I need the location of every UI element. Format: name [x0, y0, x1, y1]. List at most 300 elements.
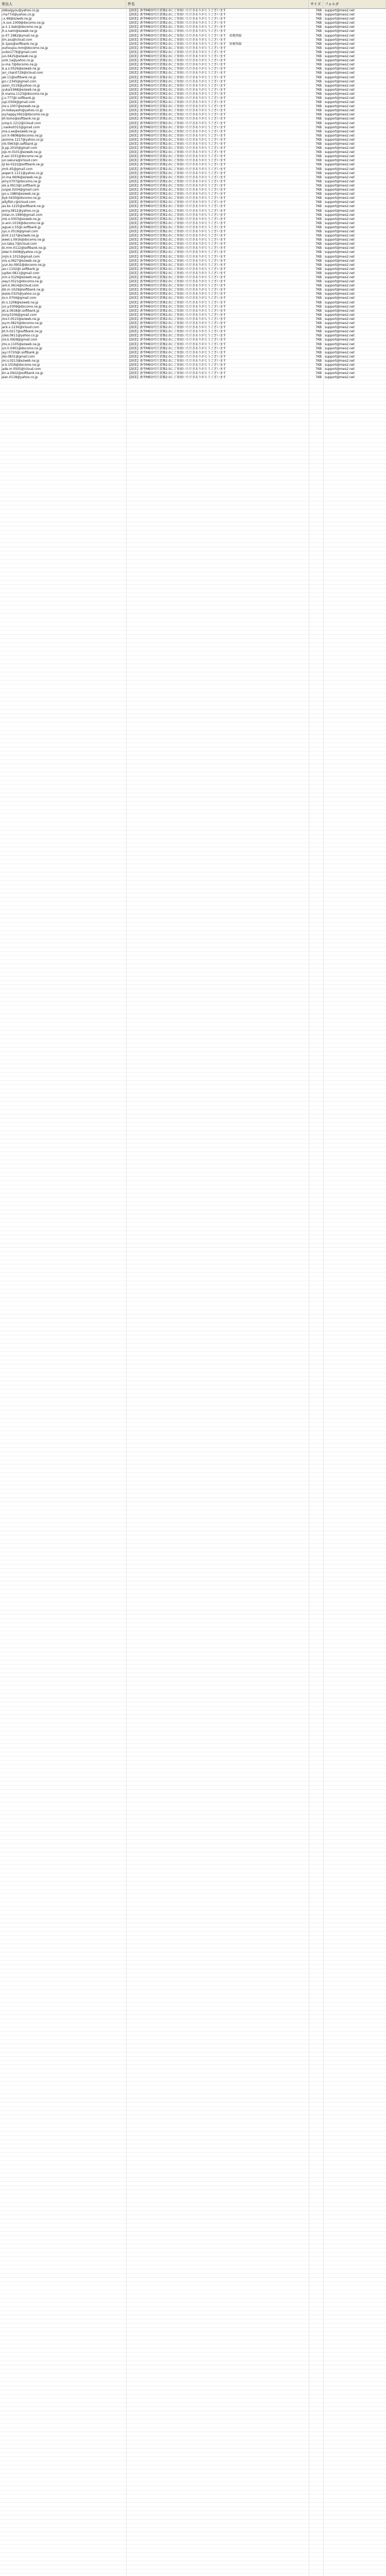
sender-cell: jintan.m.1990@gmail.com	[2, 213, 43, 217]
size-cell: 7KB	[315, 121, 322, 125]
folder-cell: support@meo2.net	[325, 96, 355, 100]
size-cell: 7KB	[315, 167, 322, 171]
subject-cell: 【副業】新型MEO代行業務2.0にご参加いただきありがとうございます	[128, 179, 226, 183]
table-row[interactable]	[0, 259, 386, 263]
sender-cell: jun.sakura@icloud.com	[2, 159, 38, 163]
sender-cell: jas.ko-1225@softbank.ne.jp	[2, 205, 45, 209]
subject-cell: 【副業】新型MEO代行業務2.0にご参加いただきありがとうございます	[128, 17, 226, 21]
size-cell: 7KB	[315, 221, 322, 225]
size-cell: 7KB	[315, 42, 322, 46]
subject-cell: 【副業】新型MEO代行業務2.0にご参加いただきありがとうございます	[128, 150, 226, 155]
size-cell: 7KB	[315, 271, 322, 275]
sender-cell: jewel.s.0916@docomo.ne.jp	[2, 238, 45, 242]
column-header	[0, 0, 386, 9]
subject-cell: 【副業】新型MEO代行業務2.0にご参加いただきありがとうございます	[128, 217, 226, 221]
folder-cell: support@meo2.net	[325, 150, 355, 155]
sender-cell: jouhoujou-mm@docomo.ne.jp	[2, 46, 48, 50]
sender-cell: jasper.k.1111@yahoo.co.jp	[2, 171, 43, 175]
subject-cell: 【副業】新型MEO代行業務2.0にご参加いただきありがとうございます	[128, 117, 226, 121]
subject-cell: 【副業】新型MEO代行業務2.0にご参加いただきありがとうございます	[128, 167, 226, 171]
table-row[interactable]	[0, 21, 386, 25]
table-row[interactable]	[0, 100, 386, 105]
size-cell: 7KB	[315, 342, 322, 346]
subject-cell: 【副業】新型MEO代行業務2.0にご参加いただきありがとうございます	[128, 13, 226, 17]
sender-cell: jj.o.777@i.softbank.jp	[2, 96, 36, 100]
table-row[interactable]	[0, 29, 386, 33]
size-cell: 7KB	[315, 350, 322, 354]
size-cell: 7KB	[315, 117, 322, 121]
folder-cell: support@meo2.net	[325, 363, 355, 367]
sender-cell: jinjin.k.1015@gmail.com	[2, 255, 40, 259]
subject-cell: 【副業】新型MEO代行業務2.0にご参加いただきありがとうございます	[128, 67, 226, 71]
table-row[interactable]	[0, 371, 386, 376]
table-row[interactable]	[0, 163, 386, 167]
table-row[interactable]	[0, 172, 386, 176]
subject-cell: 【副業】新型MEO代行業務2.0にご参加いただきありがとうございます	[128, 346, 226, 350]
table-row[interactable]	[0, 34, 386, 38]
size-cell: 7KB	[315, 334, 322, 338]
sender-cell: jack.s.1230@icloud.com	[2, 326, 39, 330]
sender-cell: jkr.s.1208@ezweb.ne.jp	[2, 300, 39, 304]
folder-cell: support@meo2.net	[325, 67, 355, 71]
table-row[interactable]	[0, 321, 386, 326]
size-cell: 7KB	[315, 250, 322, 255]
table-row[interactable]	[0, 267, 386, 272]
sender-cell: jobkaigyou@yahoo.co.jp	[2, 9, 40, 12]
table-row[interactable]	[0, 71, 386, 75]
table-row[interactable]	[0, 205, 386, 209]
size-cell: 7KB	[315, 200, 322, 205]
subject-cell: 【副業】新型MEO代行業務2.0にご参加いただきありがとうございます	[128, 88, 226, 92]
sender-cell: jma.s.ee@ezweb.ne.jp	[2, 129, 37, 133]
folder-cell: support@meo2.net	[325, 9, 355, 12]
table-row[interactable]	[0, 142, 386, 146]
size-cell: 7KB	[315, 50, 322, 54]
table-row[interactable]	[0, 63, 386, 67]
table-row[interactable]	[0, 288, 386, 292]
table-row[interactable]	[0, 255, 386, 259]
table-row[interactable]	[0, 305, 386, 309]
subject-cell: 【副業】新型MEO代行業務2.0にご参加いただきありがとうございます 重複登録	[128, 42, 242, 46]
table-row[interactable]	[0, 284, 386, 288]
size-cell: 7KB	[315, 242, 322, 246]
size-cell: 7KB	[315, 150, 322, 155]
sender-cell: jkt.h-0217@softbank.ne.jp	[2, 330, 43, 334]
folder-cell: support@meo2.net	[325, 109, 355, 113]
table-row[interactable]	[0, 213, 386, 217]
size-cell: 7KB	[315, 213, 322, 217]
sender-cell: jiyu.n.0519@gmail.com	[2, 229, 38, 233]
size-cell: 7KB	[315, 129, 322, 133]
sender-cell: jun.taka.7@icloud.com	[2, 242, 37, 246]
size-cell: 7KB	[315, 359, 322, 363]
size-cell: 7KB	[315, 67, 322, 71]
subject-cell: 【副業】新型MEO代行業務2.0にご参加いただきありがとうございます	[128, 209, 226, 213]
subject-cell: 【副業】新型MEO代行業務2.0にご参加いただきありがとうございます	[128, 129, 226, 133]
table-row[interactable]	[0, 263, 386, 267]
table-row[interactable]	[0, 155, 386, 159]
folder-cell: support@meo2.net	[325, 221, 355, 225]
table-row[interactable]	[0, 246, 386, 250]
subject-cell: 【副業】新型MEO代行業務2.0にご参加いただきありがとうございます	[128, 363, 226, 367]
table-row[interactable]	[0, 367, 386, 371]
size-cell: 7KB	[315, 142, 322, 146]
sender-cell: jk.mama.1123@docomo.ne.jp	[2, 92, 48, 96]
table-row[interactable]	[0, 338, 386, 342]
table-row[interactable]	[0, 150, 386, 155]
table-row[interactable]	[0, 167, 386, 172]
subject-cell: 【副業】新型MEO代行業務2.0にご参加いただきありがとうございます	[128, 109, 226, 113]
size-cell: 7KB	[315, 21, 322, 25]
column-header-folder[interactable]: フォルダ	[323, 0, 386, 8]
sender-cell: joy.happy.0922@docomo.ne.jp	[2, 113, 49, 117]
table-row[interactable]	[0, 209, 386, 213]
table-row[interactable]	[0, 134, 386, 138]
table-row[interactable]	[0, 355, 386, 359]
subject-cell: 【副業】新型MEO代行業務2.0にご参加いただきありがとうございます	[128, 29, 226, 33]
folder-cell: support@meo2.net	[325, 125, 355, 129]
table-row[interactable]	[0, 301, 386, 305]
table-row[interactable]	[0, 96, 386, 100]
subject-cell: 【副業】新型MEO代行業務2.0にご参加いただきありがとうございます	[128, 313, 226, 317]
sender-cell: jenny.0812@yahoo.co.jp	[2, 209, 40, 213]
subject-cell: 【副業】新型MEO代行業務2.0にご参加いただきありがとうございます	[128, 350, 226, 354]
table-row[interactable]	[0, 226, 386, 230]
sender-cell: jyukai1968@ezweb.ne.jp	[2, 88, 41, 92]
table-row[interactable]	[0, 130, 386, 134]
sender-cell: jessie.0325@yahoo.co.jp	[2, 292, 40, 296]
sender-cell: jo-07.1982@ymail.ne.jp	[2, 33, 39, 38]
folder-cell: support@meo2.net	[325, 75, 355, 79]
table-row[interactable]	[0, 138, 386, 142]
size-cell: 7KB	[315, 13, 322, 17]
sender-cell: jkt-tomo@softbank.ne.jp	[2, 117, 40, 121]
table-row[interactable]	[0, 80, 386, 84]
folder-cell: support@meo2.net	[325, 242, 355, 246]
sender-cell: jo.k.1016@docomo.ne.jp	[2, 363, 40, 367]
table-row[interactable]	[0, 105, 386, 109]
folder-cell: support@meo2.net	[325, 296, 355, 300]
folder-cell: support@meo2.net	[325, 288, 355, 292]
sender-cell: jok.a.0913@i.softbank.jp	[2, 183, 40, 188]
folder-cell: support@meo2.net	[325, 121, 355, 125]
table-row[interactable]	[0, 334, 386, 338]
table-row[interactable]	[0, 272, 386, 276]
table-row[interactable]	[0, 180, 386, 184]
size-cell: 7KB	[315, 71, 322, 75]
sender-cell: jam.k.0614@icloud.com	[2, 284, 39, 288]
table-row[interactable]	[0, 296, 386, 300]
table-row[interactable]	[0, 192, 386, 196]
folder-cell: support@meo2.net	[325, 334, 355, 338]
table-row[interactable]	[0, 234, 386, 238]
subject-cell: 【副業】新型MEO代行業務2.0にご参加いただきありがとうございます	[128, 192, 226, 196]
folder-cell: support@meo2.net	[325, 209, 355, 213]
sender-cell: jkn.a-0922@softbank.ne.jp	[2, 371, 43, 376]
size-cell: 7KB	[315, 29, 322, 33]
subject-cell: 【副業】新型MEO代行業務2.0にご参加いただきありがとうございます	[128, 234, 226, 238]
folder-cell: support@meo2.net	[325, 59, 355, 63]
subject-cell: 【副業】新型MEO代行業務2.0にご参加いただきありがとうございます	[128, 371, 226, 376]
folder-cell: support@meo2.net	[325, 376, 355, 380]
subject-cell: 【副業】新型MEO代行業務2.0にご参加いただきありがとうございます	[128, 354, 226, 359]
size-cell: 7KB	[315, 196, 322, 200]
subject-cell: 【副業】新型MEO代行業務2.0にご参加いただきありがとうございます	[128, 183, 226, 188]
table-row[interactable]	[0, 184, 386, 188]
table-row[interactable]	[0, 117, 386, 121]
sender-cell: j-ha77xl@yahoo.co.jp	[2, 13, 35, 17]
table-row[interactable]	[0, 42, 386, 46]
table-row[interactable]	[0, 351, 386, 355]
folder-cell: support@meo2.net	[325, 25, 355, 29]
folder-cell: support@meo2.net	[325, 175, 355, 179]
subject-cell: 【副業】新型MEO代行業務2.0にご参加いただきありがとうございます	[128, 163, 226, 167]
size-cell: 7KB	[315, 276, 322, 279]
size-cell: 7KB	[315, 326, 322, 330]
sender-cell: jojo.m.0101@ezweb.ne.jp	[2, 150, 42, 155]
table-row[interactable]	[0, 25, 386, 29]
size-cell: 7KB	[315, 288, 322, 292]
table-row[interactable]	[0, 92, 386, 96]
sender-cell: jnk-5963@i.softbank.jp	[2, 142, 38, 146]
size-cell: 7KB	[315, 188, 322, 192]
table-row[interactable]	[0, 176, 386, 180]
size-cell: 7KB	[315, 92, 322, 96]
size-cell: 7KB	[315, 309, 322, 313]
folder-cell: support@meo2.net	[325, 192, 355, 196]
subject-cell: 【副業】新型MEO代行業務2.0にご参加いただきありがとうございます	[128, 146, 226, 150]
size-cell: 7KB	[315, 25, 322, 29]
size-cell: 7KB	[315, 313, 322, 317]
table-row[interactable]	[0, 200, 386, 205]
folder-cell: support@meo2.net	[325, 159, 355, 163]
subject-cell: 【副業】新型MEO代行業務2.0にご参加いただきありがとうございます	[128, 113, 226, 117]
subject-cell: 【副業】新型MEO代行業務2.0にご参加いただきありがとうございます	[128, 205, 226, 209]
table-row[interactable]	[0, 363, 386, 367]
folder-cell: support@meo2.net	[325, 326, 355, 330]
table-row[interactable]	[0, 326, 386, 330]
subject-cell: 【副業】新型MEO代行業務2.0にご参加いただきありがとうございます	[128, 326, 226, 330]
sender-cell: jiro.s.1007@ezweb.ne.jp	[2, 105, 40, 109]
column-header-subject[interactable]: 件名	[126, 0, 309, 8]
subject-cell: 【副業】新型MEO代行業務2.0にご参加いただきありがとうございます	[128, 359, 226, 363]
sender-cell: jax.r.1102@i.softbank.jp	[2, 267, 39, 271]
table-row[interactable]	[0, 347, 386, 351]
subject-cell: 【副業】新型MEO代行業務2.0にご参加いただきありがとうございます	[128, 342, 226, 346]
table-row[interactable]	[0, 317, 386, 321]
subject-cell: 【副業】新型MEO代行業務2.0にご参加いただきありがとうございます	[128, 221, 226, 225]
size-cell: 7KB	[315, 171, 322, 175]
sender-cell: jaguar.z.55@i.softbank.jp	[2, 225, 41, 229]
sender-cell: jo-ann.1019@docomo.ne.jp	[2, 221, 44, 225]
size-cell: 7KB	[315, 321, 322, 326]
folder-cell: support@meo2.net	[325, 229, 355, 233]
folder-cell: support@meo2.net	[325, 313, 355, 317]
sender-cell: jmk.o.0303@ezweb.ne.jp	[2, 217, 41, 221]
sender-cell: jms.a.0627@ezweb.ne.jp	[2, 259, 41, 263]
folder-cell: support@meo2.net	[325, 138, 355, 142]
table-row[interactable]	[0, 359, 386, 363]
size-cell: 7KB	[315, 292, 322, 296]
folder-cell: support@meo2.net	[325, 38, 355, 42]
subject-cell: 【副業】新型MEO代行業務2.0にご参加いただきありがとうございます	[128, 100, 226, 105]
folder-cell: support@meo2.net	[325, 117, 355, 121]
size-cell: 7KB	[315, 125, 322, 129]
table-row[interactable]	[0, 242, 386, 246]
size-cell: 7KB	[315, 205, 322, 209]
sender-cell: j.x.48@ezweb.ne.jp	[2, 17, 32, 21]
size-cell: 7KB	[315, 59, 322, 63]
size-cell: 7KB	[315, 209, 322, 213]
subject-cell: 【副業】新型MEO代行業務2.0にご参加いただきありがとうございます	[128, 171, 226, 175]
size-cell: 7KB	[315, 263, 322, 267]
sender-cell: jkmt.1127@ezweb.ne.jp	[2, 234, 39, 238]
table-row[interactable]	[0, 250, 386, 255]
table-row[interactable]	[0, 122, 386, 126]
table-row[interactable]	[0, 46, 386, 50]
size-cell: 7KB	[315, 267, 322, 271]
sender-cell: jin-kobayashi@yahoo.co.jp	[2, 109, 43, 113]
subject-cell: 【副業】新型MEO代行業務2.0にご参加いただきありがとうございます	[128, 296, 226, 300]
sender-cell: jki.mm-0112@softbank.ne.jp	[2, 246, 46, 250]
size-cell: 7KB	[315, 229, 322, 233]
size-cell: 7KB	[315, 367, 322, 371]
size-cell: 7KB	[315, 363, 322, 367]
folder-cell: support@meo2.net	[325, 292, 355, 296]
subject-cell: 【副業】新型MEO代行業務2.0にご参加いただきありがとうございます	[128, 317, 226, 321]
subject-cell: 【副業】新型MEO代行業務2.0にご参加いただきありがとうございます	[128, 159, 226, 163]
subject-cell: 【副業】新型MEO代行業務2.0にご参加いただきありがとうございます	[128, 105, 226, 109]
sender-cell: jinny.0106@gmail.com	[2, 313, 37, 317]
sender-cell: jet.a.0918@i.softbank.jp	[2, 309, 40, 313]
sender-cell: jean.0118@yahoo.co.jp	[2, 376, 38, 380]
table-row[interactable]	[0, 76, 386, 80]
subject-cell: 【副業】新型MEO代行業務2.0にご参加いただきありがとうございます	[128, 188, 226, 192]
sender-cell: jerry.0707@docomo.ne.jp	[2, 179, 41, 183]
size-cell: 7KB	[315, 96, 322, 100]
size-cell: 7KB	[315, 192, 322, 196]
table-row[interactable]	[0, 50, 386, 55]
folder-cell: support@meo2.net	[325, 133, 355, 138]
folder-cell: support@meo2.net	[325, 280, 355, 284]
folder-cell: support@meo2.net	[325, 267, 355, 271]
message-list	[0, 9, 386, 2576]
subject-cell: 【副業】新型MEO代行業務2.0にご参加いただきありがとうございます	[128, 75, 226, 79]
table-row[interactable]	[0, 55, 386, 59]
subject-cell: 【副業】新型MEO代行業務2.0にご参加いただきありがとうございます	[128, 142, 226, 146]
table-row[interactable]	[0, 292, 386, 296]
folder-cell: support@meo2.net	[325, 217, 355, 221]
folder-cell: support@meo2.net	[325, 13, 355, 17]
subject-cell: 【副業】新型MEO代行業務2.0にご参加いただきありがとうございます	[128, 9, 226, 12]
size-cell: 7KB	[315, 155, 322, 159]
table-row[interactable]	[0, 13, 386, 17]
table-row[interactable]	[0, 109, 386, 113]
subject-cell: 【副業】新型MEO代行業務2.0にご参加いただきありがとうございます	[128, 225, 226, 229]
sender-cell: jiro.k.0928@gmail.com	[2, 338, 38, 342]
table-row[interactable]	[0, 159, 386, 163]
table-row[interactable]	[0, 313, 386, 317]
folder-cell: support@meo2.net	[325, 92, 355, 96]
folder-cell: support@meo2.net	[325, 55, 355, 59]
folder-cell: support@meo2.net	[325, 46, 355, 50]
size-cell: 7KB	[315, 300, 322, 304]
table-row[interactable]	[0, 230, 386, 234]
table-row[interactable]	[0, 280, 386, 284]
sender-cell: j.naoko0315@gmail.com	[2, 125, 40, 129]
folder-cell: support@meo2.net	[325, 129, 355, 133]
folder-cell: support@meo2.net	[325, 29, 355, 33]
sender-cell: jiji.ko-0222@softbank.ne.jp	[2, 163, 44, 167]
subject-cell: 【副業】新型MEO代行業務2.0にご参加いただきありがとうございます	[128, 330, 226, 334]
table-row[interactable]	[0, 88, 386, 92]
table-row[interactable]	[0, 146, 386, 150]
table-row[interactable]	[0, 188, 386, 192]
table-row[interactable]	[0, 343, 386, 347]
table-row[interactable]	[0, 222, 386, 226]
folder-cell: support@meo2.net	[325, 338, 355, 342]
table-row[interactable]	[0, 59, 386, 63]
sender-cell: jak.11@softbank.ne.jp	[2, 75, 37, 79]
subject-cell: 【副業】新型MEO代行業務2.0にご参加いただきありがとうございます	[128, 46, 226, 50]
subject-cell: 【副業】新型MEO代行業務2.0にご参加いただきありがとうございます	[128, 38, 226, 42]
subject-cell: 【副業】新型MEO代行業務2.0にご参加いただきありがとうございます	[128, 304, 226, 309]
subject-cell: 【副業】新型MEO代行業務2.0にご参加いただきありがとうございます	[128, 259, 226, 263]
subject-cell: 【副業】新型MEO代行業務2.0にご参加いただきありがとうございます	[128, 63, 226, 67]
column-header-size[interactable]: サイズ	[309, 0, 323, 8]
folder-cell: support@meo2.net	[325, 350, 355, 354]
subject-cell: 【副業】新型MEO代行業務2.0にご参加いただきありがとうございます	[128, 79, 226, 83]
size-cell: 7KB	[315, 100, 322, 105]
sender-cell: jules.0611@yahoo.co.jp	[2, 334, 39, 338]
table-row[interactable]	[0, 330, 386, 334]
table-row[interactable]	[0, 196, 386, 200]
size-cell: 7KB	[315, 330, 322, 334]
folder-cell: support@meo2.net	[325, 88, 355, 92]
folder-cell: support@meo2.net	[325, 342, 355, 346]
size-cell: 7KB	[315, 354, 322, 359]
folder-cell: support@meo2.net	[325, 359, 355, 363]
table-row[interactable]	[0, 38, 386, 42]
column-header-sender[interactable]: 差出人	[0, 0, 126, 8]
table-row[interactable]	[0, 217, 386, 222]
table-row[interactable]	[0, 238, 386, 242]
subject-cell: 【副業】新型MEO代行業務2.0にご参加いただきありがとうございます	[128, 288, 226, 292]
table-row[interactable]	[0, 67, 386, 71]
folder-cell: support@meo2.net	[325, 225, 355, 229]
size-cell: 7KB	[315, 133, 322, 138]
table-row[interactable]	[0, 376, 386, 380]
size-cell: 7KB	[315, 17, 322, 21]
table-row[interactable]	[0, 126, 386, 130]
size-cell: 7KB	[315, 255, 322, 259]
table-row[interactable]	[0, 9, 386, 13]
folder-cell: support@meo2.net	[325, 263, 355, 267]
table-row[interactable]	[0, 309, 386, 313]
table-row[interactable]	[0, 84, 386, 88]
table-row[interactable]	[0, 276, 386, 280]
sender-cell: jiko.0831@gmail.com	[2, 354, 35, 359]
table-row[interactable]	[0, 113, 386, 117]
sender-cell: j.k.xxx.1009@docomo.ne.jp	[2, 21, 45, 25]
size-cell: 7KB	[315, 163, 322, 167]
folder-cell: support@meo2.net	[325, 183, 355, 188]
sender-cell: ja-1-1.baki@docomo.ne.jp	[2, 25, 42, 29]
sender-cell: jh.s.nami@ezweb.ne.jp	[2, 29, 38, 33]
sender-cell: jade.m.0505@icloud.com	[2, 367, 41, 371]
folder-cell: support@meo2.net	[325, 259, 355, 263]
table-row[interactable]	[0, 17, 386, 21]
